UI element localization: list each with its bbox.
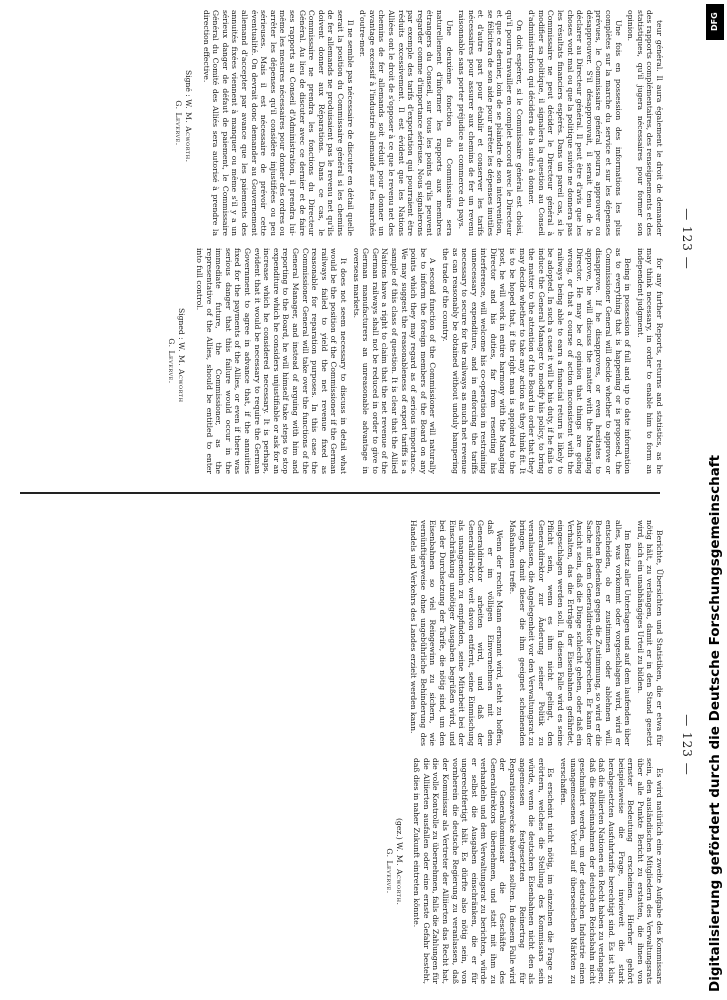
credit-strip (703, 0, 727, 1000)
left-page (0, 0, 700, 478)
signature-name: W. M. Acworth. (394, 842, 404, 906)
paragraph: for any further Reports, returns and statistics, as he may think necessary, in order to enable him to form an independent judgment. (635, 248, 664, 474)
german-column-2 (24, 758, 664, 984)
signature-block (167, 248, 187, 474)
paragraph: A second function of the Commissioner will naturally be to inform the foreign members of the Board on any points which they may regard as of serious importance. We may suggest the reasonableness of export tariffs is a sample of this class of question. It is clear that the Allied Nations have a right to claim that the net revenue of the German railways shall not be reduced in order to give to German manufacturers an unreasonable advantage in overseas markets. (351, 248, 438, 474)
page-number-left: — 123 — (680, 208, 694, 270)
signature-prefix: Signed : (177, 308, 187, 340)
paragraph: teur général. Il aura également le droit de demander des rapports complémentaires, des renseignements et des statistiques, qu'il jugera nécessaires pour former son opinion. (626, 10, 664, 236)
paragraph: Une deuxième fonction du Commissaire sera naturellement d'informer les rapports aux membres étrangers du Conseil, sur tous les points qu'ils peuvent regarder comme d'importance sérieuse. Nous signalerons par exemple des tarifs d'exportation qui pourraient être réduits excessivement. Il est évident que les Nations Alliées ont le droit de s'opposer à ce que le revenu net des chemins de fer allemands soit réduit pour donner un avantage excessif à l'industrie allemande sur les marchés d'outre-mer. (358, 10, 454, 236)
signature-prefix: Signé : (184, 70, 194, 97)
credit-text: Digitalisierung gefördert durch die Deutsche Forschungsgemeinschaft (707, 454, 723, 992)
dfg-logo-icon: DFG (706, 4, 724, 40)
paragraph: On doit espérer, si le Commissaire général est choisi, qu'il pourra travailler en complet accord avec le Directeur et que ce dernier, loin de se plaindre de son intervention, se félicitera de son aide pour arrêter les dépenses inutiles et d'autre part pour établir et conserver les tarifs nécessaires pour assurer aux chemins de fer un revenu raisonnable sans porter préjudice au commerce du pays. (457, 10, 524, 236)
signature-name: G. Leverve. (174, 100, 184, 146)
signature-prefix: (gez.) (394, 818, 404, 840)
page-number-right: — 123 — (680, 714, 694, 776)
signature-name: W. M. Acworth (177, 342, 187, 403)
paragraph: It does not seem necessary to discuss in detail what would be the position of the Commissioner if the German railways failed to yield the net revenue fixed as reasonable for reparation purposes. In this case the Commissioner General will take over the functions of the General Manager, and instead of arguing with him and reporting to the Board, he will himself take steps to stop expenditure which he considers unjustifiable or ask for an increase which he considered necessary. It is perhaps, evident that it would be necessary to require the German Government to agree in advance that, if the annuities fixed for the payments of the Allies, or even if there was serious danger that this failure would occur in the immediate future, the Commissioner, as the representative of the Allies, should be entitled to enter into full control. (195, 248, 348, 474)
signature-name: G. Leverve. (167, 338, 177, 384)
paragraph: Im Besitz aller Unterlagen und auf dem laufenden über alles, was vorkommt oder vorgeschlagen wird, wird er entscheiden, ob er zustimmen oder ablehnen will. Bestehen Bedenken gegen die Zustimmung, so wird er die Sache mit dem Generaldirektor besprechen. Er kann der Ansicht sein, daß die Dinge schlecht gehen, oder daß ein Verhalten, das die Erträge der Eisenbahnen gefährdet, eingeschlagen werden soll. In diesem Falle wird es seine Pflicht sein, wenn es ihm nicht gelingt, den Generaldirektor zur Änderung seiner Politik zu veranlassen, die Angelegenheit vor den Verwaltungsrat zu bringen, damit dieser die ihm geeignet scheinenden Maßnahmen treffe. (508, 520, 633, 746)
right-page (0, 510, 700, 984)
signature-name: G. Leverve. (384, 848, 394, 894)
german-column (24, 520, 664, 746)
signature-block (384, 758, 404, 984)
page-divider (20, 492, 660, 494)
paragraph: Il ne semble pas nécessaire de discuter en détail quelle serait la position du Commissaire général si les chemins de fer allemands ne produisaient pas le revenu net qu'ils doivent donner aux Réparations. Dans ce cas, le Commissaire ne prendra les fonctions du Directeur Général. Au lieu de discuter avec ce dernier et de faire ses rapports au Conseil d'Administration, il prendra lui-même les mesures nécessaires pour donner des ordres ou arrêter les dépenses qu'il considère injustifiées ou peu sérieuses. Mais il est nécessaire de prévoir cette éventualité. On devrait donc demander au Gouvernement allemand d'accepter par avance que les paiements des annuités fixées viennent à manquer ou même s'il y a un sérieux danger de défaut de paiement, le Commissaire Général du Comité des Alliés sera autorisé à prendre la direction effective. (201, 10, 355, 236)
paragraph: Es erscheint nicht nötig, im einzelnen die Frage zu erörtern, welches die Stellung des Kommissars sein würde, wenn die deutschen Eisenbahnen nicht den als angemessen festgesetzten Reinertrag für Reparationszwecke abwerfen sollten. In diesem Falle wird der Generalkommissar die Geschäfte des Generaldirektors übernehmen, und statt mit ihm zu verhandeln und dem Verwaltungsrat zu berichten, würde er selbst die Ausgaben einschränken, die er für ungerechtfertigt hält. Es dürfte also nötig sein, von vornherein die deutsche Regierung zu veranlassen, daß der Kommissar als Vertreter der Alliierten das Recht hat, die volle Kontrolle zu übernehmen, falls die Zahlungen für die Alliierten ausfallen oder eine ernste Gefahr besteht, daß dies in naher Zukunft eintreten könnte. (412, 758, 556, 984)
french-column (24, 10, 664, 236)
paragraph: Es wird natürlich eine zweite Aufgabe des Kommissars sein, den ausländischen Mitgliedern des Verwaltungsrats über alle Punkte Bericht zu erstatten, die ihnen von ernster Bedeutung erscheinen. Hierher gehört beispielsweise die Frage, inwieweit die stark herabgesetzten Ausfuhrtarife berechtigt sind. Es ist klar, daß die alliierten Nationen ein Recht haben zu verlangen, daß die Reineinnahmen der deutschen Reichsbahn nicht geschmälert werden, um der deutschen Industrie einen unangemessenen Vorteil auf überseeischen Märkten zu verschaffen. (559, 758, 664, 984)
english-column (24, 248, 664, 474)
paragraph: Berichte, Übersichten und Statistiken, die er etwa für nötig hält, zu verlangen, damit er in den Stand gesetzt wird, sich ein unabhängiges Urteil zu bilden. (635, 520, 664, 746)
paragraph: Wenn der rechte Mann ernannt wird, steht zu hoffen, daß er im völligen Einvernehmen mit dem Generaldirektor arbeiten wird, und daß der Generaldirektor, weit davon entfernt, seine Einmischung als unangenehm zu empfinden, seine Mitarbeit bei der Einschränkung unnötiger Ausgaben begrüßen wird, und bei der Durchsetzung der Tarife, die nötig sind, um den Eisenbahnen so viel Reingewinn zu sichern, wie vernünftigerweise ohne ungebührliche Behinderung des Handels und Verkehrs des Landes erzielt werden kann. (409, 520, 505, 746)
paragraph: Being in possession of full and up to date information as to everything that is happening or is proposed, the Commissioner General will decide whether to approve or disapprove. If he disapproves, or even hesitates to approve, he will discuss the matter with the Managing Director. He may be of opinion that things are going wrong, or that a course of action inconsistent with the railways being able to earn a financial return is likely to be adopted. In such a case it will be his duty, if he fails to induce the General Manager to modify his policy, to bring the matter to the attention of the Board in order that they may decide whether to take any action as they think fit. It is to be hoped that, if the right man is appointed to the post, he will work in entire harmony with the Managing Director and his duties, far from resenting his interference, will welcome his co-operation in restraining unnecessary expenditure, and in enforcing the tariffs necessary to secure for the railways as much net revenue as can reasonably be obtained without unduly hampering the trade of the country. (440, 248, 633, 474)
signature-name: W. M. Acworth. (184, 99, 194, 163)
paragraph: Une fois en possession des informations les plus complètes sur la marche du service et sur les dépenses prévues, le Commissaire général pourra approuver ou désapprouver. S'il désapprouvait, il serait tenu de le déclarer au Directeur général. Il peut être d'avis que les choses vont mal ou que la politique suivie ne donnera pas les résultats financiers espérés. Dans un pareil cas, si le Commissaire ne peut décider le Directeur général à modifier sa politique, il signalera la question au Conseil d'administration qui décidera de la suite à donner. (527, 10, 623, 236)
signature-block (173, 10, 193, 236)
